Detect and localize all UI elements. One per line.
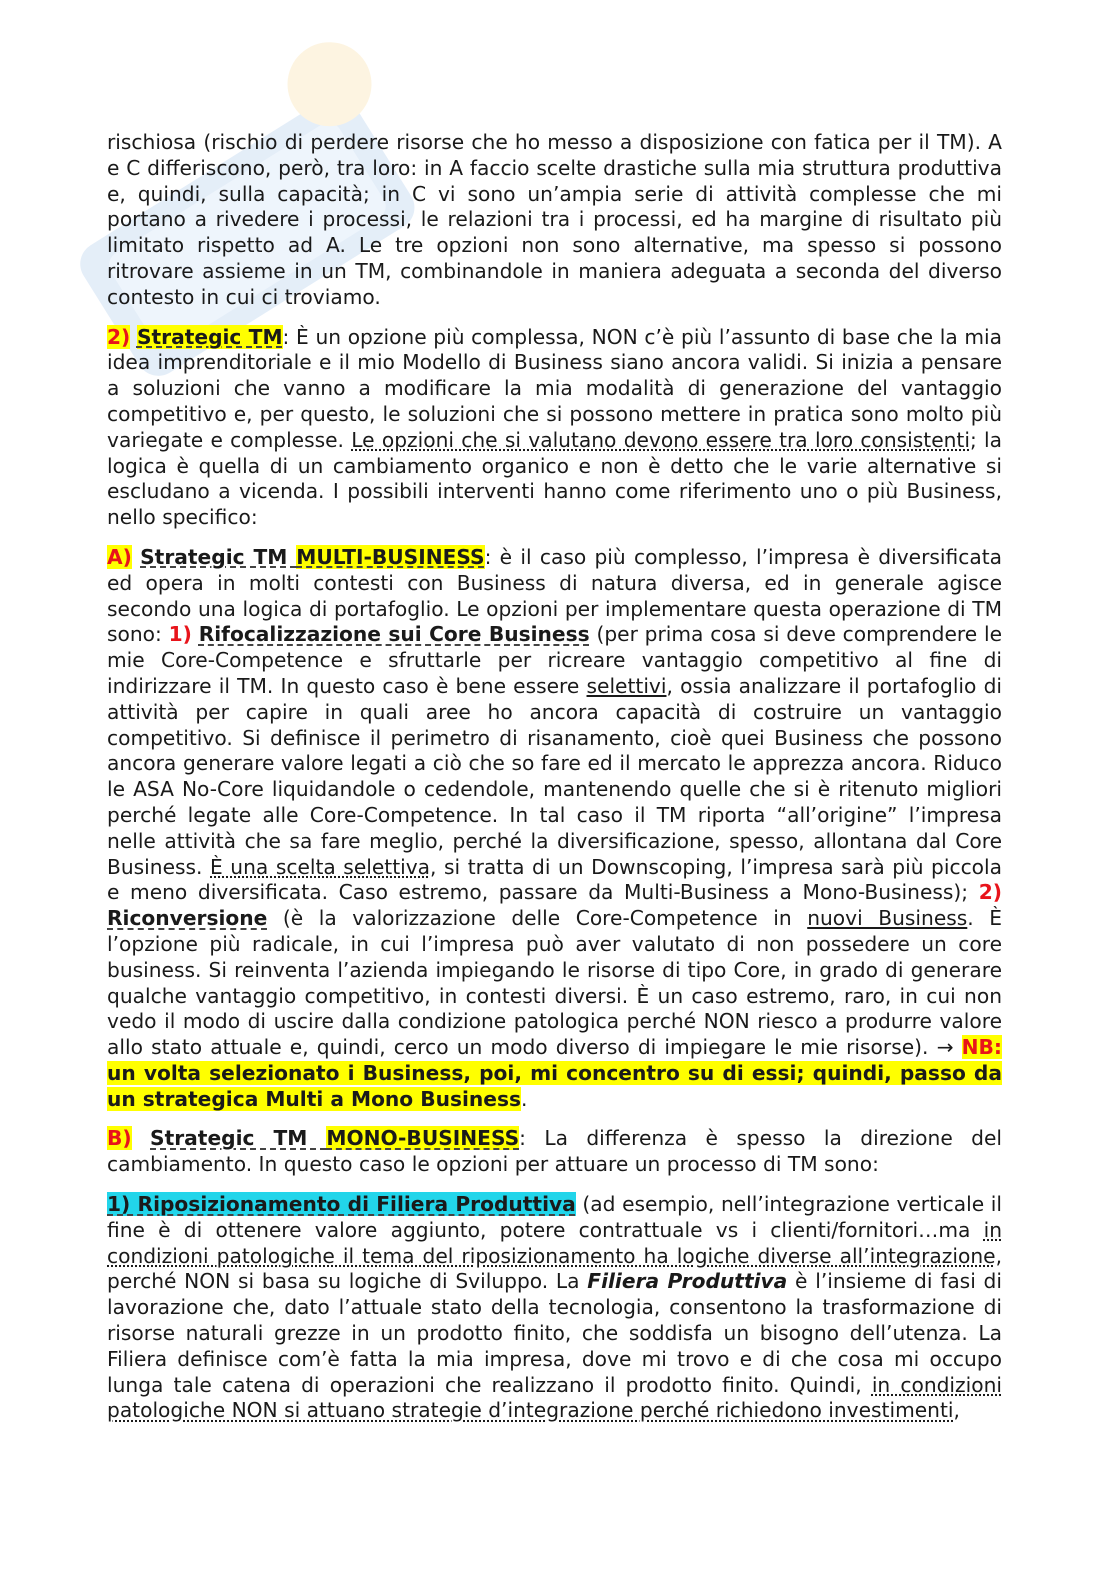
paragraph-multi-business — [107, 545, 1002, 1113]
text-span: è l’insieme di fasi di lavorazione che, dato l’attuale stato della tecnologia, consentono la trasformazione di risorse naturali grezze in un prodotto finito, che soddisfa un bisogno dell’utenza. La Filiera definisce com’è fatta la mia impresa, dove mi trovo e di che cosa mi occupo lunga tale catena di operazioni che realizzano il prodotto finito. Quindi, — [107, 1269, 1002, 1397]
text-span: : È un opzione più complessa, NON c’è più l’assunto di base che la mia idea imprenditoriale e il mio Modello di Business siano ancora validi. Si inizia a pensare a soluzioni che vanno a modificare la mia modalità di generazione del vantaggio competitivo e, per questo, le soluzioni che si possono mettere in pratica sono molto più variegate e complesse. — [107, 324, 1002, 452]
subsection-title-part2: MONO-BUSINESS — [326, 1126, 520, 1151]
underlined-text: nuovi Business — [807, 906, 968, 931]
text-span: . È l’opzione più radicale, in cui l’impresa può aver valutato di non possedere un core business. Si reinventa l’azienda impiegando le risorse di tipo Core, in grado di generare qualche vantaggio competitivo, in contesti diversi. È un caso estremo, raro, in cui non vedo il modo di uscire dalla condizione patologica perché NON riesco a produrre valore allo stato attuale e, quindi, cerco un modo diverso di impiegare le mie risorse). — [107, 906, 1002, 1060]
text-span: (per prima cosa si deve comprendere le mie Core-Competence e sfruttarle per ricreare vantaggio competitivo al fine di indirizzare il TM. In questo caso è bene essere — [107, 622, 1003, 698]
paragraph-filiera — [107, 1192, 1002, 1424]
option-title: Riconversione — [107, 906, 268, 931]
document-page — [107, 130, 1002, 1438]
text-span: , perché NON si basa su logiche di Sviluppo. La — [107, 1243, 1002, 1294]
underlined-text: in condizioni patologiche il tema del riposizionamento ha logiche diverse all’integrazione — [107, 1217, 1002, 1268]
section-title: Strategic TM — [136, 324, 283, 349]
subsection-letter: B) — [107, 1126, 132, 1151]
text-span: , si tratta di un Downscoping, l’impresa sarà più piccola e meno diversificata. Caso estremo, passare da Multi-Business a Mono-Business); — [107, 854, 1003, 905]
text-span: . — [521, 1086, 528, 1111]
underlined-text: È una scelta selettiva — [210, 854, 431, 879]
text-span: , — [953, 1398, 960, 1423]
option-title: 1) Riposizionamento di Filiera Produttiva — [107, 1192, 576, 1217]
option-title: Rifocalizzazione sui Core Business — [198, 622, 590, 647]
underlined-text: Le opzioni che si valutano devono essere tra loro consistenti — [351, 427, 970, 452]
nb-label: NB: — [961, 1035, 1002, 1060]
paragraph-1-text: rischiosa (rischio di perdere risorse che ho messo a disposizione con fatica per il TM). A e C differiscono, però, tra loro: in A faccio scelte drastiche sulla mia struttura produttiva e, quindi, sulla capacità; in C vi sono un’ampia serie di attività complesse che mi portano a rivedere i processi, le relazioni tra i processi, ed ha margine di risultato più limitato rispetto ad A. Le tre opzioni non sono alternative, ma spesso si possono ritrovare assieme in un TM, combinandole in maniera adeguata a seconda del diverso contesto in cui ci troviamo. — [107, 130, 1002, 309]
text-span: : La differenza è spesso la direzione del cambiamento. In questo caso le opzioni per attuare un processo di TM sono: — [107, 1126, 1002, 1177]
option-number: 2) — [978, 880, 1002, 905]
underlined-text: selettivi — [586, 673, 667, 698]
subsection-title-part1: Strategic TM — [150, 1126, 327, 1151]
option-number: 1) — [168, 622, 192, 647]
section-number: 2) — [107, 324, 131, 349]
paragraph-mono-business — [107, 1126, 1002, 1178]
arrow-icon: → — [936, 1035, 954, 1060]
paragraph-1 — [107, 130, 1002, 311]
paragraph-strategic-tm — [107, 325, 1002, 531]
bold-italic-term: Filiera Produttiva — [587, 1269, 788, 1294]
text-span: ; la logica è quella di un cambiamento organico e non è detto che le varie alternative si escludano a vicenda. I possibili interventi hanno come riferimento uno o più Business, nello specifico: — [107, 427, 1002, 530]
text-span: : è il caso più complesso, l’impresa è diversificata ed opera in molti contesti con Business di natura diversa, ed in generale agisce secondo una logica di portafoglio. Le opzioni per implementare questa operazione di TM sono: — [107, 544, 1002, 647]
subsection-letter: A) — [107, 544, 132, 569]
subsection-title-part2: MULTI-BUSINESS — [296, 544, 485, 569]
text-span: (ad esempio, nell’integrazione verticale il fine è di ottenere valore aggiunto, potere contrattuale vs i clienti/fornitori…ma — [107, 1192, 1002, 1242]
text-span: (è la valorizzazione delle Core-Competence in — [267, 906, 808, 931]
underlined-text: in condizioni patologiche NON si attuano strategie d’integrazione perché richiedono investimenti — [107, 1372, 1002, 1423]
text-span: , ossia analizzare il portafoglio di attività per capire in quali aree ho ancora capacità di costruire un vantaggio competitivo. Si definisce il perimetro di risanamento, cioè quei Business che possono ancora generare valore legati a ciò che so fare ed il mercato le apprezza ancora. Riduco le ASA No-Core liquidandole o cedendole, mantenendo quelle che si è ritenuto migliori perché legate alle Core-Competence. In tal caso il TM riporta “all’origine” l’impresa nelle attività che sa fare meglio, perché la diversificazione, spesso, allontana dal Core Business. — [107, 673, 1002, 879]
nb-text: un volta selezionato i Business, poi, mi concentro su di essi; quindi, passo da un strategica Multi a Mono Business — [107, 1060, 1002, 1111]
subsection-title-part1: Strategic TM — [140, 544, 297, 569]
